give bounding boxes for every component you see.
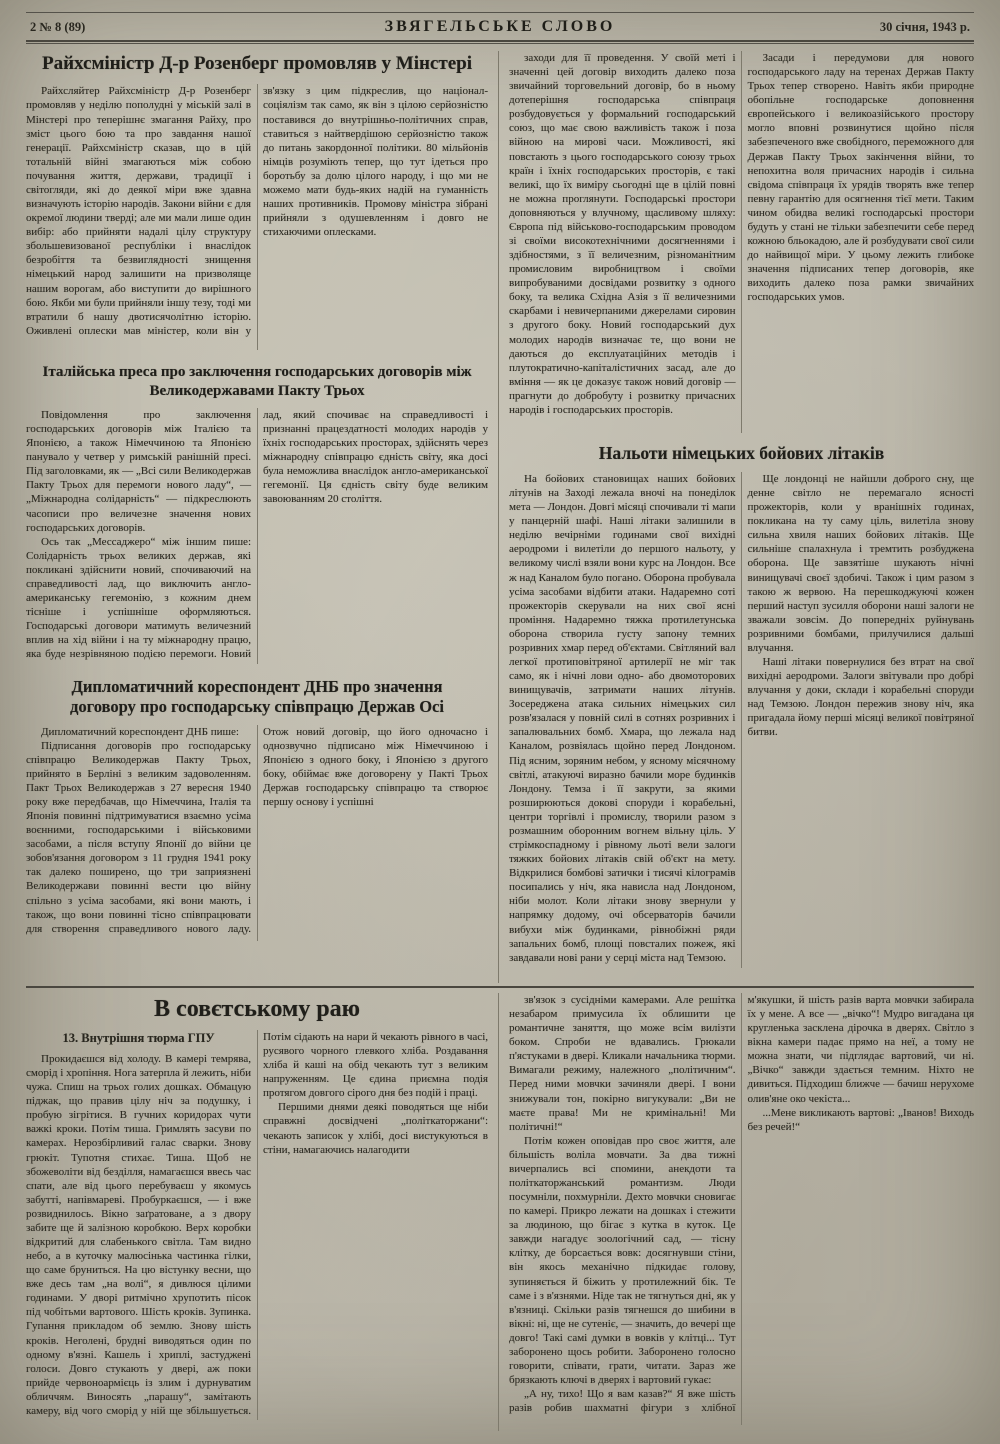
article-air-raids-headline: Нальоти німецьких бойових літаків (598, 443, 885, 463)
soviet-right-columns (498, 993, 974, 1431)
soviet-subhead: 13. Внутрішня тюрма ГПУ (62, 1031, 215, 1045)
soviet-body-right: зв'язок з сусідніми камерами. Але решітка незабаром примусила їх облишити це романтичне заняття, що може всім вилізти боком. Спроби не вдавались. Грюкали п'ястуками в двері. Кликали начальника тюрми. Вимагали режиму, належного „політичним“. Перед ними мовчки зачиняли двері. І вони знижували тон, покірно вигукували: „Ви не маєте права! Ми не кримінальні! Ми політичні!“ Потім кожен оповідав про своє життя, але більшість воліла мовчати. За два тижні вичерпались всі спомини, анекдоти та політкаторжанський романтизм. Люди посумніли, похмурніли. Дехто мовчки сновигає по камері. Прикро лежати на дошках і стежити за людиною, що бігає з кутка в куток. Це завжди нагадує зоологічний сад, — тісну клітку, де борсається вовк: досягнувши стіни, він якось механічно підкидає голову, зупиняється й біжить у протилежний бік. Те саме і з в'язнями. Ніде так не тягнуться дні, як у в'язниці. Скільки разів тягнешся до шибини в вікні: ні, ще не сутеніє, — значить, до вечері ще довго! Такі самі думки в вовків у клітці... Тут заборонено щось робити. Заборонено голосно говорити, співати, грати, читати. Зараз же брязкають ключі в дверях і вартовий гукає: „А ну, тихо! Що я вам казав?“ Я вже шість разів робив шахматні фігури з хлібної м'якушки, й шість разів варта мовчки забирала їх у мене. А все — „вічко“! Мудро вигадана ця кругленька засклена дірочка в дверях. Світло з вікна камери падає прямо на неї, а тому не можна знати, чи підглядає вартовий, чи ні. „Вічко“ завжди здається темним. Ніхто не дивиться. Підходиш ближче — бачиш нерухоме олив'яне око чекіста... ...Мене викликають вартові: „Іванов! Виходь без речей!“ (509, 994, 974, 1415)
section-divider-rule (26, 986, 974, 988)
page-issue-number: 2 № 8 (89) (30, 20, 86, 34)
article-dnb-headline: Дипломатичний кореспондент ДНБ про значення договору про господарську співпрацю Держав Осі (70, 677, 444, 716)
soviet-paradise-section (26, 993, 974, 1431)
left-columns (26, 51, 498, 983)
article-rosenberg-headline: Райхсміністр Д-р Розенберг промовляв у Мінстері (42, 53, 472, 74)
soviet-headline: В совєтському раю (154, 996, 360, 1022)
soviet-left-columns (26, 993, 498, 1431)
article-dnb (26, 677, 488, 941)
article-dnb-body: Дипломатичний кореспондент ДНБ пише: Підписання договорів про господарську співпрацю Великодержав Пакту Трьох, прийнято в Берліні з великим задоволенням. Пакт Трьох Великодержав з 27 вересня 1940 року вже передбачав, що Німеччина, Італія та Японія повинні підтримуватися взаємно усіма воєнними, господарськими і військовими засобами, а після вступу Японії до війни це зобов'язання договором з 11 грудня 1941 року так далеко поширено, що три заприязнені Великодержави повинні вести цю війну спільно з усіма засобами, які вони мають, і також, що вони повинні тісно співпрацювати для створення справедливого нового ладу. Отож новий договір, що його одночасно і однозвучно підписано між Німеччиною і Японією з одного боку, і Японією з другого боку, обіймає вже договорену у Пакті Трьох Держав господарську співпрацю та створює першу основу і успішні (26, 725, 488, 935)
soviet-body-left (26, 1030, 488, 1420)
right-columns (498, 51, 974, 983)
front-articles (26, 51, 974, 983)
article-italian-press (26, 363, 488, 664)
article-italian-press-body: Повідомлення про заключення господарських договорів між Італією та Японією, а також Німеччиною та Японією панувало у четвер у римській ранішній пресі. Під заголовками, як — „Всі сили Великодержав Пакту Трьох для перемоги нового ладу“, — „Міжнародна солідарність“ — підкреслюють часописи про величезне значення нових господарських договорів. Ось так „Мессаджеро“ між іншим пише: Солідарність трьох великих держав, які покликані здійснити новий, спочиваючий на справедливості лад, що виключить англо-американську гегемонію, з кожним днем тісніше і успішніше оформляються. Господарські договори матимуть величезний вплив на хід війни і на ту міжнародну працю, яка буде незрівняною подією перемоги. Новий лад, який спочиває на справедливості і признанні працездатності молодих народів у їхніх господарських просторах, здійснять через міжнародну співпрацю єдність світу, яка досі була неможлива внаслідок англо-американської гегемонії. Ця єдність світу буде великим завоюванням 20 століття. (26, 409, 488, 661)
article-air-raids (509, 443, 974, 968)
newspaper-title: ЗВЯГЕЛЬСЬКЕ СЛОВО (384, 18, 616, 35)
soviet-left-text: Прокидаєшся від холоду. В камері темрява, сморід і хропіння. Нога затерпла й лежить, ніби чужа. Спиш на трьох голих дошках. Обмацую піджак, що правив цілу ніч за подушку, і пробую зігрітися. В гучних коридорах чути важкі кроки. Потім тиша. Гримлять засуви по камерах. Нерозбірливий галас сварки. Знову грюкіт. Тупотня стихає. Тиша. Щоб не збожеволіти від безділля, намагаєшся ввесь час спати, але від цього перебуваєш у якомусь забутті, напівмареві. Пробуркаєшся, — і вже розвиднилось. Вікно заґратоване, а з двору забите ще й залізною коробкою. Верх коробки відкритий для слабенького світла. Там видно небо, а в куточку малюсінька частинка гілки, що саме бруниться. На цю вістунку весни, що вже десь там „на волі“, я дивлюся цілими годинами. У дворі ритмічно хрупотить пісок під чобітьми вартового. Шість кроків. Зупинка. Гупання прикладом об землю. Знову шість кроків. Неголені, брудні виводяться один по одному в'язні. Кашель і хриплі, застуджені голоси. Довго стукають у двері, аж поки прийде червоноармієць із злим і дурнуватим обличчям. Виносять „парашу“, замітають камеру, від чого сморід у ній ще збільшується. Потім сідають на нари й чекають рівного в часі, русявого чорного глевкого хліба. Роздавання хліба й каші на обід чекають тут з великим напруженням. Це єдина приємна подія протягом довгого сірого дня без подій і праці. Першими днями деякі поводяться ще ніби справжні досвідчені „політкаторжани“: чекають записок у хлібі, досі вистукуються в стіни, намагаючись налагодити (26, 1031, 488, 1417)
article-rosenberg (26, 53, 488, 350)
issue-date: 30 січня, 1943 р. (879, 20, 970, 34)
article-air-raids-body: На бойових становищах наших бойових літунів на Заході лежала вночі на понеділок мета — Лондон. Довгі місяці спочивали ті мапи у панцерній шафі. Наші літаки залишили в неділю вечірніми годинами свої вихідні аеродроми і вилетіли до першого нальоту, у великому числі взяли вони курс на Лондон. Все ж над Каналом було погано. Оборона пробувала усіма засобами відбити атаки. Надаремно соті прожекторів скерували на них свої ясні проміння. Надаремно тяжка протилетунська оборона створила густу запону темних розривних хмар перед об'єктами. Світляний вал легкої протиповітряної артилерії не міг так само, як і нічні лови одно- або двомоторових винищувачів, затримати наших літунів. Зосереджена атака сильних німецьких сил розв'язалася у повній силі в сотнях розривних і запалювальних бомб. Хмара, що лежала над Каналом, розвіялась щойно перед Лондоном. Під ясним, зоряним небом, у ясному місячному світлі, атакуючі виразно бачили море будинків Лондону. Темза і її закрути, за якими розширюються докові споруди і корабельні, центри торгівлі і промислу, творили разом з розмашним оборонним вогнем вільну ціль. У стрімкоспадному і рівному льоті вели залоги тяжких бойових літаків свій об'єкт на мету. Відкрилися бомбові затички і тисячі кілограмів посипались у ніч, яка нависла над Лондоном, ніби молот. Коли літаки знову звернули у напрямку додому, очі обсерваторів бачили вибухи між будинками, рівнобіжні ряди запальних бомб, площі повсталих пожеж, які завдавали нові рани у серці міста над Темзою. Ще лондонці не найшли доброго сну, ще денне світло не перемагало ясності прожекторів, коли у вранішніх годинах, покликана на ту саму ціль, вилетіла знову сильна хвиля наших бойових літаків. Ще сильніше спалахнула і тремтить розбуджена оборона. Ще завзятіше шукають нічні винищувачі своєї здобичі. Також і цим разом з такою ж вервою. На перешкоджуючі кожен перший наступ зусилля оборони наші залоги не зважали зовсім. До попередніх руйнувань розривними бомбами, прилучилися дальші влучання. Наші літаки повернулися без втрат на свої вихідні аеродроми. Залоги звітували про добрі влучання у доки, склади і корабельні споруди над Темзою. Лондон пережив знову ніч, яка пригадала йому перші місяці великої повітряної битви. (509, 473, 974, 964)
masthead-rule (26, 40, 974, 44)
article-dnb-continuation: заходи для її проведення. У своїй меті і значенні цей договір виходить далеко поза звичайний торговельний договір, бо в ньому дотеперішня господарська співпраця розбудовується у формальний господарський союз, що має свою важливість також і поза війною на мирові часи. Можливості, які повстають з цього господарського союзу трьох країн і їхніх господарських просторів, є такі великі, що їх виміру сьогодні ще в цілій повні не можна проглянути. Господарські простори доповняються у влучному, щасливому шляху: Європа під військово-господарським проводом зі своїми високотехнічними досягненнями і здібностями, з її величезним, різноманітним промисловим виробництвом і своїми випробуваними досвідами розвитку з одного боку, та велика Східна Азія з її величезними скарбами і невичерпаними джерелами сировин з другого боку. Новий господарський дух молодих народів визначає те, що вони не даються до експлуатаційних методів і плутократично-капіталістичних засад, але до вміння — як це доказує також новий договір — прагнути до добробуту і розвитку причасних народів і господарських просторів. Засади і передумови для нового господарського ладу на теренах Держав Пакту Трьох тепер створено. Навіть якби природне обопільне господарське доповнення європейського і великоазійського простору могло вповні розвинутися щойно після забезпеченого вже свобідного, переможного для Держав Пакту Трьох закінчення війни, то непохитна воля причасних народів і сильна свідома співпраця їх урядів творять вже тепер певну гарантію для осягнення тієї мети. Таким чином обидва великі господарські простори будуть у стані не тільки забезпечити себе перед кожною бльокадою, але й розбудувати свої сили до найвищої міри. У цьому лежить глибоке значення підписаних тепер договорів, яке виходить далеко поза рамки звичайних господарських умов. (509, 52, 974, 416)
article-rosenberg-body: Райхсляйтер Райхсміністр Д-р Розенберг промовляв у неділю пополудні у міській залі в Мінстері про теперішнє змагання Райху, про зміст цього бою та про завдання нашої генерації. Райхсміністр сказав, що в цій тотальній війні змагаються між собою почування життя, держави, традиції і світогляди, які до деякої міри вже здавна визначують історію народів. Закони війни є для окремої людини тверді; але ми мали лише один вибір: або прийняти надалі цілу структуру збольшевизованої республіки і внаслідок безробіття та безвиглядності знищення німецький народ залишити на призволяще нашим ворогам, або виступити до вирішного бою. Якби ми були прийняли іншу тезу, тоді ми втратили б нашу двотисячолітню історію. Оживлені оплески мав міністер, коли він у зв'язку з цим підкреслив, що націонал-соціялізм так само, як він з цілою серйозністю поставився до внутрішньо-політичних справ, ставиться з найтвердішою серйозністю також до питань закордонної політики. 80 мільйонів німців розуміють тепер, що тут ідеться про боротьбу за долю цілого народу, і що ми не можемо мати будь-яких надій на гуманність наших противників. Промову міністра зібрані прийняли з одушевленням і довго не стихаючими оплесками. (26, 85, 488, 337)
article-italian-press-headline: Італійська преса про заключення господарських договорів між Великодержавами Пакту Трьох (42, 364, 472, 399)
masthead (26, 12, 974, 40)
